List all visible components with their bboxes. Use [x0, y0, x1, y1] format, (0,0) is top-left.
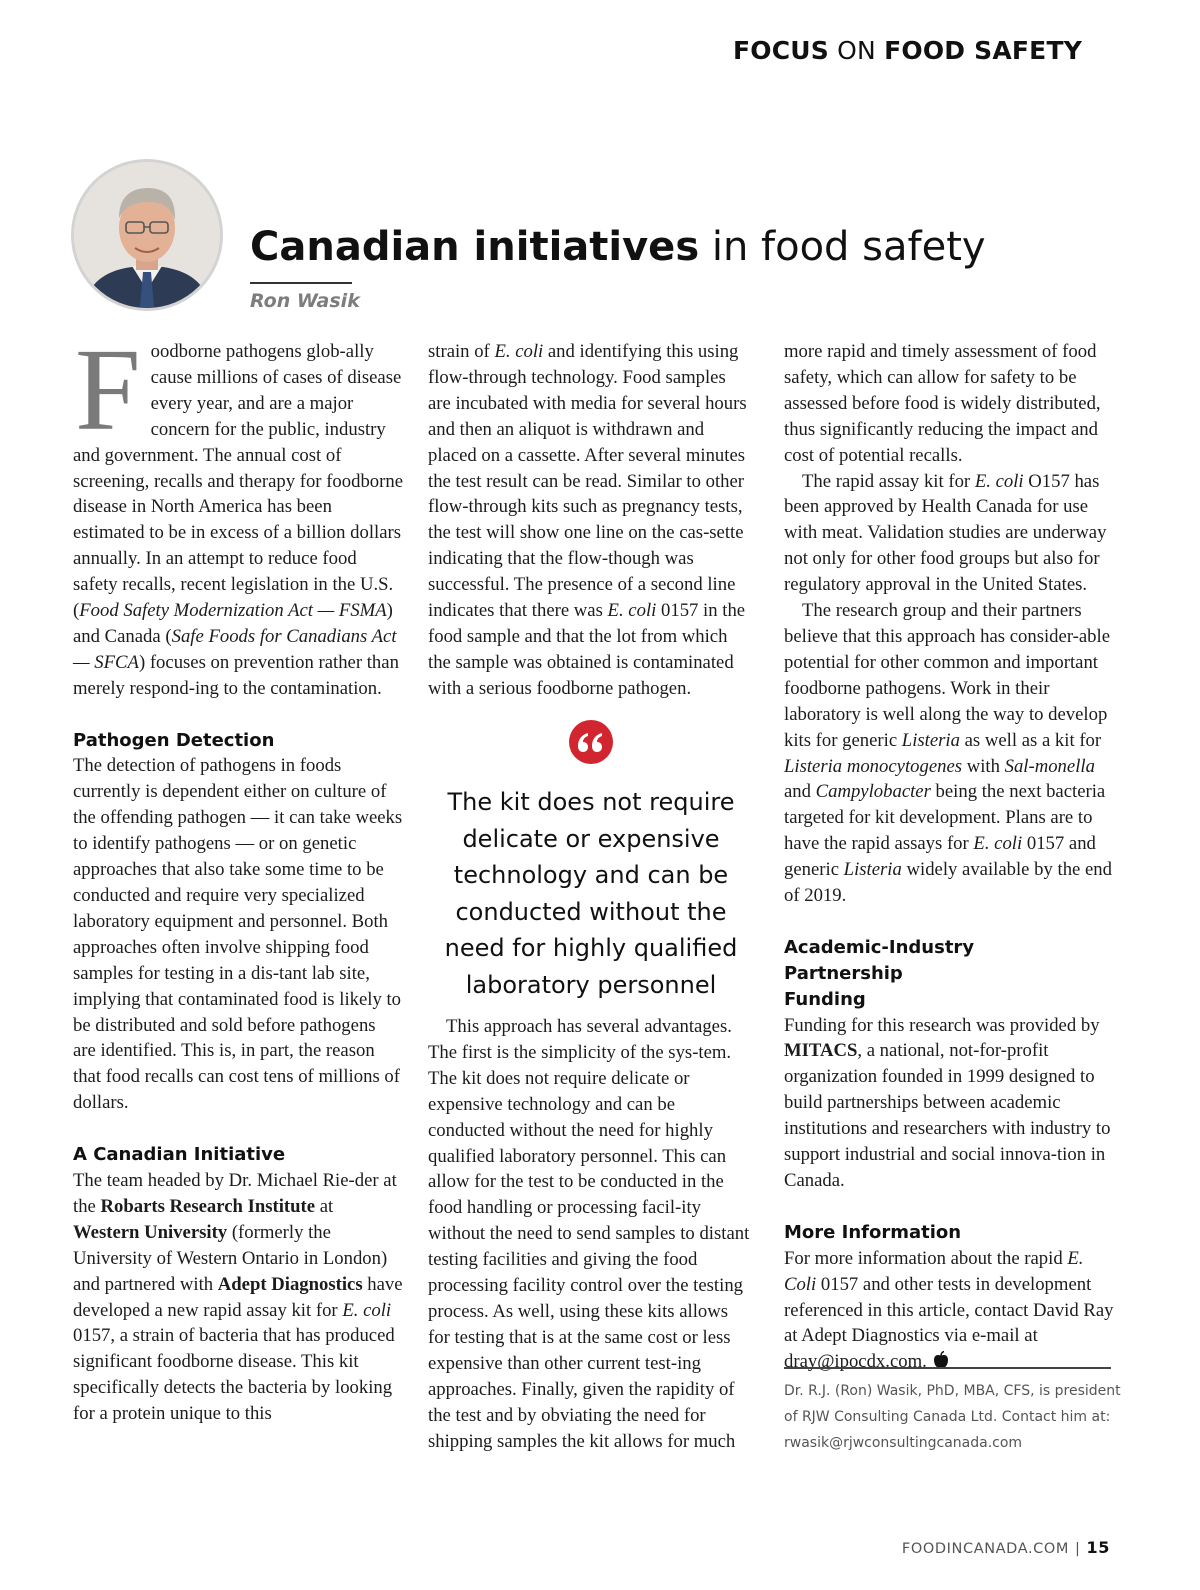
- text-run: and identifying this using flow-through technology. Food samples are incubated with media for several hours and then an aliquot is withdrawn and placed on a cassette. After several minutes the test result can be read. Similar to other flow-through kits such as pregnancy tests, the test will show one line on the cas-sette indicating that the flow-though was successful. The presence of a second line indicates that there was: [428, 341, 747, 622]
- red-quote-icon: [569, 720, 613, 764]
- footer-separator: |: [1075, 1541, 1081, 1557]
- author-headshot-icon: [74, 162, 220, 308]
- flow-through-paragraph: [428, 339, 750, 702]
- text-run: (formerly the University of Western Ontario in London) and partnered with: [73, 1221, 388, 1295]
- text-run: have developed a new rapid assay kit for: [73, 1273, 403, 1321]
- pull-quote-text: The kit does not require delicate or expensive technology and can be conducted without the need for highly qualified laboratory personnel: [444, 788, 738, 999]
- ecoli-italic: E. coli: [973, 833, 1023, 855]
- page-footer: [902, 1538, 1110, 1557]
- text-run: 0157 in the food sample and that the lot from which the sample was obtained is contaminated with a serious foodborne pathogen.: [428, 600, 746, 699]
- article-title: [250, 224, 986, 270]
- health-canada-paragraph: [784, 469, 1114, 599]
- advantages-paragraph: This approach has several advantages. The first is the simplicity of the sys-tem. The kit does not require delicate or expensive technology and can be conducted without the need for highly qualified laboratory personnel. This can allow for the test to be conducted in the food handling or processing facil-ity without the need to send samples to distant testing facilities and giving the food processing facility control over the testing process. As well, using these kits allows for testing that is at the same cost or less expensive than other current test-ing approaches. Finally, given the rapidity of the test and by obviating the need for shipping samples the kit allows for much: [428, 1016, 750, 1452]
- funding-paragraph: [784, 1013, 1114, 1194]
- author-photo: [74, 162, 220, 308]
- pathogen-detection-paragraph: The detection of pathogens in foods currently is dependent either on culture of the offending pathogen — it can take weeks to identify pathogens — or on genetic approaches that also take some time to be conducted and require very specialized laboratory equipment and personnel. Both approaches often involve shipping food samples for testing in a dis-tant lab site, implying that contaminated food is likely to be distributed and sold before pathogens are identified. This is, in part, the reason that food recalls can cost tens of millions of dollars.: [73, 755, 403, 1114]
- text-run: , a national, not-for-profit organization founded in 1999 designed to build partnerships between academic institutions and researchers with industry to support industrial and social innova-tion in Canada.: [784, 1040, 1111, 1191]
- section-label-on: ON: [837, 36, 876, 65]
- text-run: 0157 and other tests in development referenced in this article, contact David Ray at Adept Diagnostics via e-mail at dray@ipocdx.com.: [784, 1273, 1114, 1373]
- section-label-food-safety: FOOD SAFETY: [884, 36, 1082, 65]
- text-run: as well as a kit for: [959, 729, 1102, 751]
- text-run: 0157 and generic: [784, 833, 1096, 881]
- article-column-2-lower: [428, 1014, 750, 1454]
- intro-text: oodborne pathogens glob-ally cause millions of cases of disease every year, and are a major concern for the public, industry and government. The annual cost of screening, recalls and therapy for foodborne disease in North America has been estimated to be in excess of a billion dollars annually. In an attempt to reduce food safety recalls, recent legislation in the U.S. (: [73, 341, 404, 622]
- section-label-focus: FOCUS: [733, 36, 829, 65]
- author-bio: Dr. R.J. (Ron) Wasik, PhD, MBA, CFS, is president of RJW Consulting Canada Ltd. Contact him at: rwasik@rjwconsultingcanada.com: [784, 1383, 1121, 1451]
- title-rule: [250, 282, 352, 284]
- text-run: The research group and their partners believe that this approach has consider-able potential for other common and important foodborne pathogens. Work in their laboratory is well along the way to develop kits for generic: [784, 600, 1111, 751]
- drop-cap: F: [75, 324, 141, 455]
- article-column-2: [428, 339, 750, 702]
- ecoli-italic: E. coli: [494, 341, 544, 362]
- text-run: The team headed by Dr. Michael Rie-der at the: [73, 1169, 397, 1217]
- intro-text-end: ) focuses on prevention rather than merely respond-ing to the contamination.: [73, 651, 399, 699]
- canadian-initiative-paragraph: [73, 1168, 403, 1427]
- text-run: Funding for this research was provided by: [784, 1014, 1100, 1036]
- intro-paragraph: [73, 324, 404, 702]
- salmonella-italic: Sal-monella: [1004, 755, 1095, 777]
- text-run: at: [315, 1195, 334, 1217]
- research-group-paragraph: [784, 598, 1114, 909]
- more-info-paragraph: [784, 1246, 1114, 1376]
- text-run: and: [784, 781, 816, 803]
- listeria-italic: Listeria: [843, 859, 902, 881]
- section-header: [733, 36, 1082, 65]
- text-run: strain of: [428, 341, 495, 362]
- subhead-more-information: More Information: [784, 1221, 962, 1243]
- ecoli-italic: E. coli: [342, 1299, 392, 1321]
- western-university: Western University: [73, 1221, 228, 1243]
- rapid-assessment-paragraph: more rapid and timely assessment of food safety, which can allow for safety to be assessed before food is widely distributed, thus significantly reducing the impact and cost of potential recalls.: [784, 341, 1101, 466]
- article-column-1: [73, 324, 404, 1427]
- title-light: in food safety: [711, 224, 986, 270]
- fsma-title: Food Safety Modernization Act — FSMA: [79, 600, 387, 622]
- mitacs: MITACS: [784, 1040, 858, 1062]
- page-number: 15: [1086, 1538, 1110, 1557]
- listeria-mono-italic: Listeria monocytogenes: [784, 755, 963, 777]
- title-bold: Canadian initiatives: [250, 224, 700, 270]
- ecoli-italic: E. coli: [607, 600, 657, 622]
- footer-site: FOODINCANADA.COM: [901, 1541, 1070, 1557]
- text-run: being the next bacteria targeted for kit development. Plans are to have the rapid assays for: [784, 781, 1106, 855]
- intro-text-mid: ) and Canada (: [73, 600, 393, 647]
- adept-diagnostics: Adept Diagnostics: [217, 1273, 363, 1295]
- subhead-pathogen-detection: Pathogen Detection: [73, 729, 275, 751]
- text-run: with: [962, 755, 1005, 777]
- listeria-italic: Listeria: [901, 729, 960, 751]
- ecoli-italic: E. coli: [974, 470, 1024, 492]
- ecoli-italic: E. Coli: [784, 1247, 1084, 1295]
- text-run: The rapid assay kit for: [802, 470, 975, 492]
- text-run: O157 has been approved by Health Canada for use with meat. Validation studies are underway not only for other food groups but also for regulatory approval in the United States.: [784, 470, 1107, 596]
- text-run: widely available by the end of 2019.: [784, 859, 1112, 907]
- robarts-institute: Robarts Research Institute: [100, 1195, 316, 1217]
- subhead-canadian-initiative: A Canadian Initiative: [73, 1144, 286, 1166]
- sfca-title: Safe Foods for Canadians Act — SFCA: [73, 625, 397, 673]
- bio-rule: [784, 1367, 1111, 1369]
- subhead-partnership-funding: Academic-Industry Partnership Funding: [784, 936, 975, 1010]
- campylobacter-italic: Campylobacter: [815, 781, 931, 803]
- author-byline: Ron Wasik: [250, 290, 360, 312]
- article-column-3: [784, 339, 1114, 1375]
- text-run: For more information about the rapid: [784, 1247, 1068, 1269]
- text-run: 0157, a strain of bacteria that has produced significant foodborne disease. This kit specifically detects the bacteria by looking for a protein unique to this: [73, 1325, 395, 1425]
- pull-quote-block: [428, 720, 754, 1003]
